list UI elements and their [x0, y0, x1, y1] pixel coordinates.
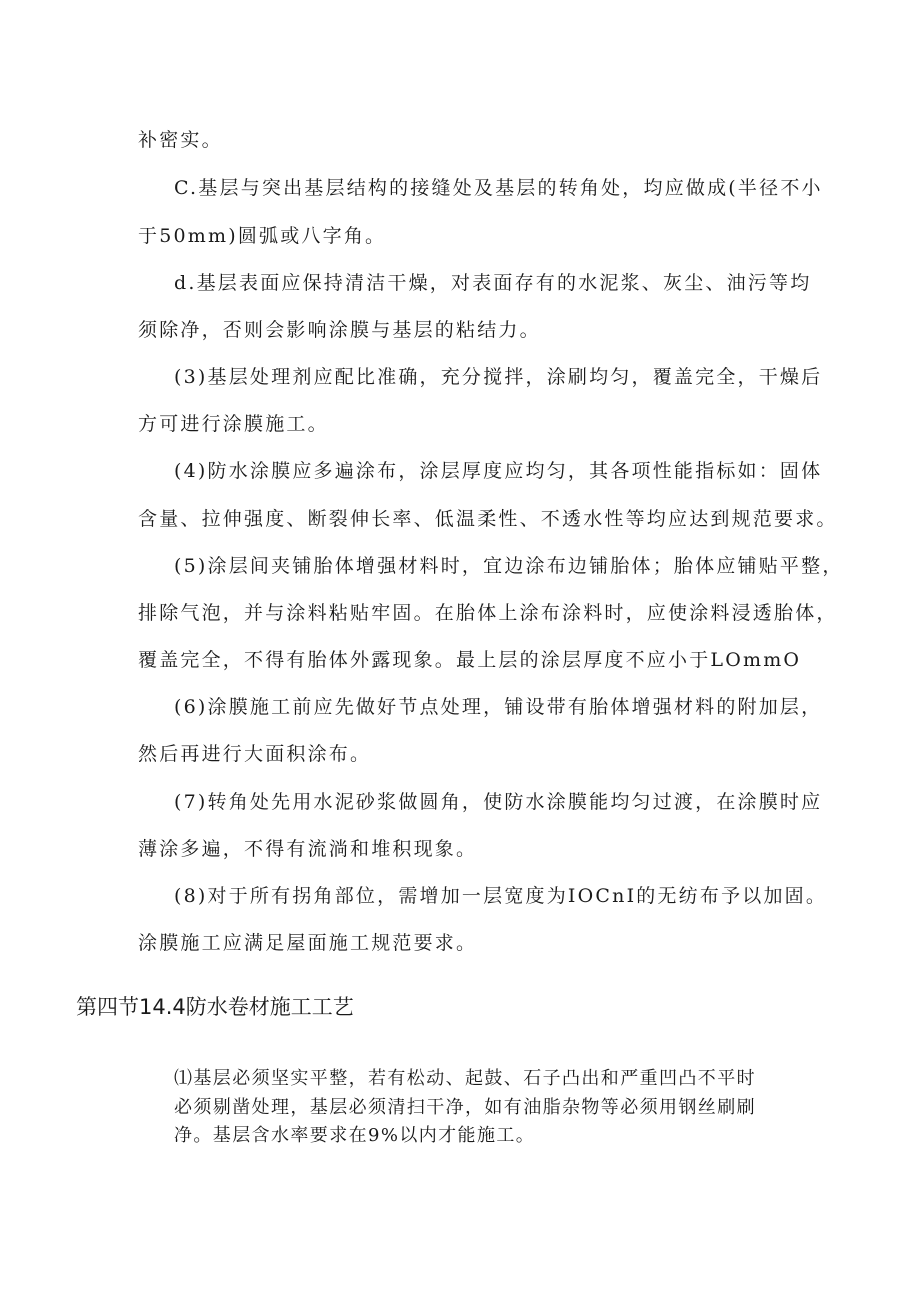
body-line: 方可进行涂膜施工。	[138, 413, 329, 435]
body-line: (3)基层处理剂应配比准确，充分搅拌，涂刷均匀，覆盖完全，干燥后	[174, 366, 823, 388]
section-heading: 第四节14.4防水卷材施工工艺	[76, 995, 354, 1019]
body-line: 补密实。	[138, 129, 223, 151]
body-line: d.基层表面应保持清洁干燥，对表面存有的水泥浆、灰尘、油污等均	[174, 272, 812, 294]
body-line: 排除气泡，并与涂料粘贴牢固。在胎体上涂布涂料时，应使涂料浸透胎体，	[138, 602, 838, 624]
body-line: (4)防水涂膜应多遍涂布，涂层厚度应均匀，其各项性能指标如：固体	[174, 460, 823, 482]
body-line: 然后再进行大面积涂布。	[138, 743, 372, 765]
body-line: (5)涂层间夹铺胎体增强材料时，宜边涂布边铺胎体；胎体应铺贴平整，	[174, 555, 844, 577]
sub-line: 必须剔凿处理，基层必须清扫干净，如有油脂杂物等必须用钢丝刷刷	[174, 1097, 756, 1118]
sub-line: 净。基层含水率要求在9%以内才能施工。	[174, 1125, 536, 1146]
body-line: 薄涂多遍，不得有流淌和堆积现象。	[138, 838, 478, 860]
sub-line: ⑴基层必须坚实平整，若有松动、起鼓、石子凸出和严重凹凸不平时	[174, 1068, 756, 1089]
body-line: C.基层与突出基层结构的接缝处及基层的转角处，均应做成(半径不小	[174, 177, 823, 199]
body-line: (8)对于所有拐角部位，需增加一层宽度为IOCnI的无纺布予以加固。	[174, 885, 828, 907]
body-line: 覆盖完全，不得有胎体外露现象。最上层的涂层厚度不应小于LOmmO	[138, 649, 802, 671]
body-line: (6)涂膜施工前应先做好节点处理，铺设带有胎体增强材料的附加层，	[174, 696, 823, 718]
body-line: 含量、拉伸强度、断裂伸长率、低温柔性、不透水性等均应达到规范要求。	[138, 508, 838, 530]
body-line: 涂膜施工应满足屋面施工规范要求。	[138, 932, 478, 954]
body-line: 须除净，否则会影响涂膜与基层的粘结力。	[138, 319, 541, 341]
body-line: 于50mm)圆弧或八字角。	[138, 225, 387, 247]
body-line: (7)转角处先用水泥砂浆做圆角，使防水涂膜能均匀过渡，在涂膜时应	[174, 791, 823, 813]
